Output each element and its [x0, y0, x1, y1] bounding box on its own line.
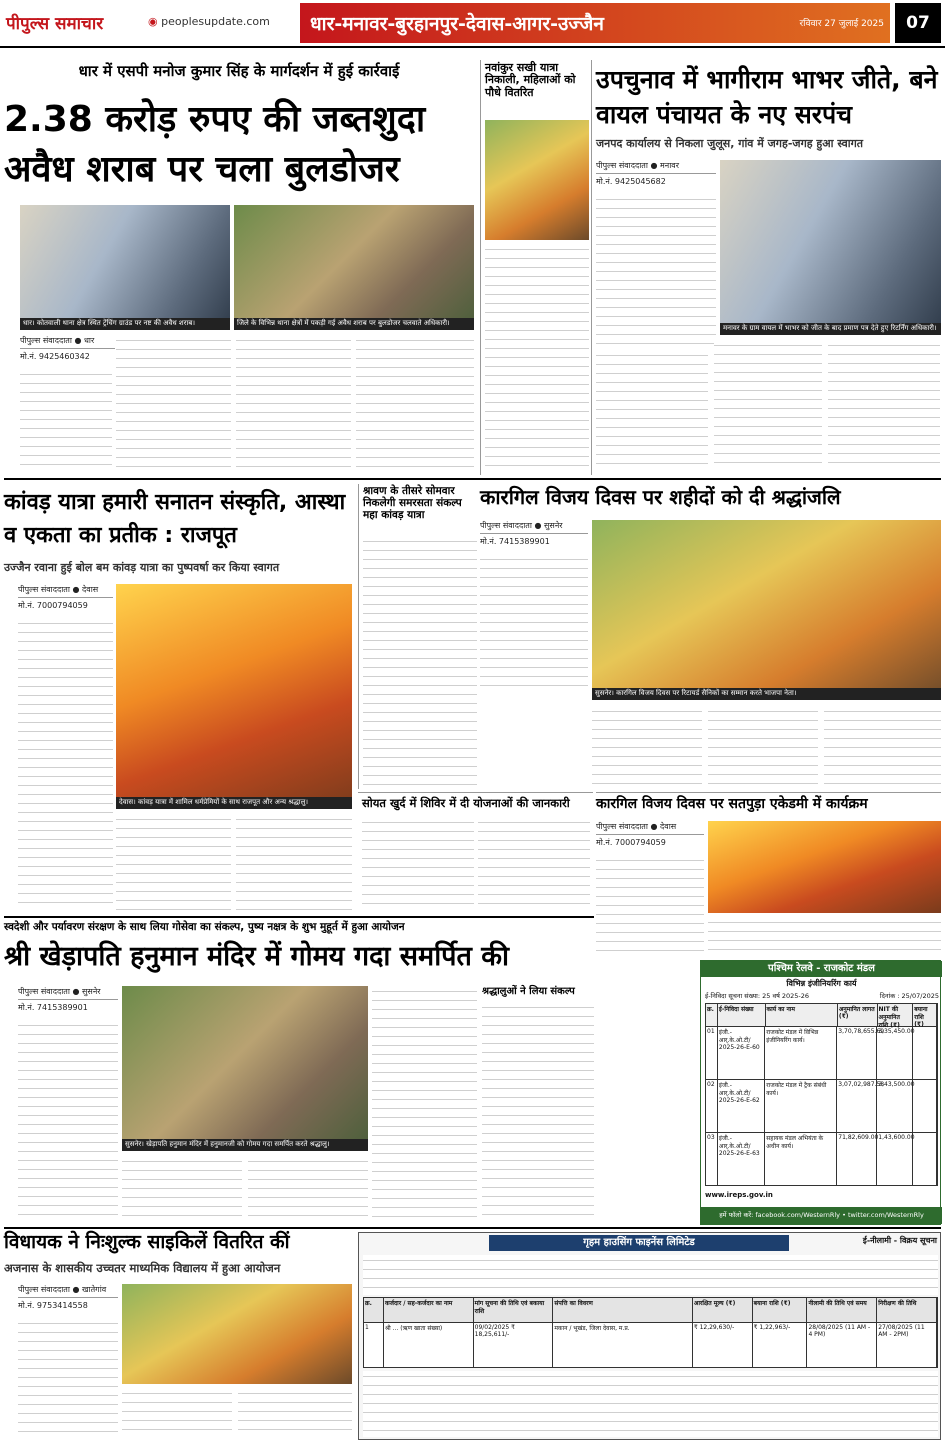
- liquor-kicker: धार में एसपी मनोज कुमार सिंह के मार्गदर्शन में हुई कार्रवाई: [78, 62, 400, 80]
- gomay-headline: श्री खेड़ापति हनुमान मंदिर में गोमय गदा समर्पित की: [4, 941, 510, 972]
- housing-notice-title: ई-नीलामी - विक्रय सूचना: [862, 1236, 937, 1245]
- sarpanch-mobile: मो.नं. 9425045682: [596, 177, 666, 186]
- kanwad-photo-caption: देवास। कांवड़ यात्रा में शामिल धर्मप्रेमियों के साथ राजपूत और अन्य श्रद्धालु।: [116, 797, 352, 809]
- railway-cell: 3,35,450.00: [877, 1027, 913, 1079]
- railway-cell: 3,70,78,655.69: [837, 1027, 877, 1079]
- railway-cell: 02: [706, 1080, 718, 1132]
- navankur-photo: [485, 120, 589, 240]
- railway-cell: 71,82,609.00: [837, 1133, 877, 1185]
- sarpanch-subhead: जनपद कार्यालय से निकला जुलूस, गांव में जगह-जगह हुआ स्वागत: [596, 137, 864, 150]
- railway-cell: 3,07,02,987.58: [837, 1080, 877, 1132]
- railway-table-row: [705, 1133, 938, 1186]
- liquor-body-col3: [236, 335, 351, 469]
- gomay-mobile: मो.नं. 7415389901: [18, 1003, 88, 1012]
- sonkhed-body-col2: [478, 817, 590, 911]
- railway-cell: [913, 1027, 937, 1079]
- sonkhed-body-col1: [362, 817, 474, 911]
- liquor-photo-2-caption: जिले के विभिन्न थाना क्षेत्रों में पकड़ी गई अवैध शराब पर बुलडोजर चलवाते अधिकारी।: [234, 318, 474, 330]
- gomay-byline: पीपुल्स संवाददाता ● सुसनेर: [18, 986, 118, 1000]
- issue-date: रविवार 27 जुलाई 2025: [799, 19, 884, 29]
- divider-2: [4, 916, 594, 918]
- kargil-body-col2: [592, 706, 702, 786]
- sonkhed-headline: सोयत खुर्द में शिविर में दी योजनाओं की जानकारी: [362, 796, 570, 810]
- kanwad-photo: [116, 584, 352, 809]
- liquor-photo-1: [20, 205, 230, 330]
- sarpanch-body-left: [596, 194, 716, 344]
- gomay-body-col1: [18, 1020, 118, 1220]
- housing-col-header: कर्जदार / सह-कर्जदार का नाम: [384, 1298, 474, 1322]
- housing-cell: श्री ... (ऋण खाता संख्या): [384, 1323, 474, 1367]
- housing-terms-text: [363, 1371, 938, 1437]
- satpuda-byline: पीपुल्स संवाददाता ● देवास: [596, 821, 704, 835]
- railway-cell: इंजी.-आर्.के.ओ.टी/ 2025-26-E-62: [718, 1080, 765, 1132]
- gomay-kicker: स्वदेशी और पर्यावरण संरक्षण के साथ लिया गोसेवा का संकल्प, पुष्य नक्षत्र के शुभ मुहूर्त में हुआ आयोजन: [4, 921, 405, 933]
- railway-website[interactable]: www.ireps.gov.in: [705, 1191, 773, 1199]
- story-navankur: [480, 60, 592, 475]
- sarpanch-byline: पीपुल्स संवाददाता ● मनावर: [596, 160, 716, 174]
- railway-cell: राजकोट मंडल में विभिन्न इंजीनियरिंग कार्य।: [765, 1027, 837, 1079]
- gomay-body-col4: [372, 986, 477, 1220]
- kanwad-body-col1: [18, 618, 113, 910]
- page-number-text: 07: [906, 13, 930, 33]
- housing-cell: ₹ 12,29,630/-: [693, 1323, 753, 1367]
- kargil-byline: पीपुल्स संवाददाता ● सुसनेर: [480, 520, 588, 534]
- housing-col-header: संपत्ति का विवरण: [553, 1298, 693, 1322]
- railway-col-header: कार्य का नाम: [766, 1004, 838, 1026]
- sarpanch-photo-caption: मनावर के ग्राम वायल में भाभर को जीत के बाद प्रमाण पत्र देते हुए रिटर्निंग अधिकारी।: [720, 323, 941, 335]
- kanwad-body-col3: [236, 814, 352, 910]
- housing-cell: 09/02/2025 ₹ 18,25,611/-: [474, 1323, 554, 1367]
- sarpanch-photo: [720, 160, 941, 335]
- liquor-mobile: मो.नं. 9425460342: [20, 352, 90, 361]
- railway-cell: 03: [706, 1133, 718, 1185]
- housing-cell: मकान / भूखंड, जिला देवास, म.प्र.: [553, 1323, 693, 1367]
- story-kargil: [480, 484, 941, 789]
- gomay-body-col3: [248, 1156, 368, 1220]
- shraddhalu-body: [482, 1002, 594, 1220]
- kargil-photo-caption: सुसनेर। कारगिल विजय दिवस पर रिटायर्ड सैनिकों का सम्मान करते भाजपा नेता।: [592, 688, 941, 700]
- housing-cell: ₹ 1,22,963/-: [753, 1323, 808, 1367]
- satpuda-photo: [708, 821, 941, 913]
- story-kanwad: [4, 484, 352, 914]
- navankur-body: [485, 244, 589, 472]
- kargil-headline: कारगिल विजय दिवस पर शहीदों को दी श्रद्धांजलि: [480, 485, 841, 509]
- liquor-body-col2: [116, 335, 231, 469]
- website-link[interactable]: [148, 15, 288, 33]
- railway-cell: राजकोट मंडल में ट्रैक संबंधी कार्य।: [765, 1080, 837, 1132]
- masthead-logo: [6, 6, 141, 42]
- section-banner: [300, 3, 890, 43]
- railway-footer: हमें फॉलो करें: facebook.com/WesternRly • twitter.com/WesternRly: [701, 1207, 942, 1224]
- shravan-body: [363, 536, 477, 786]
- kargil-mobile: मो.नं. 7415389901: [480, 537, 550, 546]
- railway-header: पश्चिम रेलवे - राजकोट मंडल: [701, 961, 942, 977]
- page-number: [895, 3, 941, 43]
- railway-cell: सहायक मंडल अभियंता के अधीन कार्य।: [765, 1133, 837, 1185]
- kanwad-headline: कांवड़ यात्रा हमारी सनातन संस्कृति, आस्था व एकता का प्रतीक : राजपूत: [4, 490, 346, 548]
- sarpanch-body-col2: [596, 350, 708, 470]
- kanwad-subhead: उज्जैन रवाना हुई बोल बम कांवड़ यात्रा का पुष्पवर्षा कर किया स्वागत: [4, 561, 280, 574]
- story-sarpanch: [596, 60, 941, 475]
- story-sonkhed: [358, 792, 593, 912]
- website-text[interactable]: peoplesupdate.com: [161, 15, 270, 28]
- liquor-body-col4: [356, 335, 474, 469]
- railway-cell: 3,43,500.00: [877, 1080, 913, 1132]
- railway-table-row: [705, 1027, 938, 1080]
- story-cycle: [4, 1230, 352, 1440]
- navankur-headline: नवांकुर सखी यात्रा निकाली, महिलाओं को पौधे वितरित: [485, 61, 576, 99]
- kanwad-byline: पीपुल्स संवाददाता ● देवास: [18, 584, 113, 598]
- railway-ref: ई-निविदा सूचना संख्या: 25 वर्ष 2025-26: [705, 992, 810, 1000]
- cycle-headline: विधायक ने निःशुल्क साइकिलें वितरित कीं: [4, 1231, 290, 1253]
- railway-col-header: बयाना राशि (₹): [913, 1004, 937, 1026]
- kargil-body-col1: [480, 554, 588, 694]
- housing-col-header: मांग सूचना की तिथि एवं बकाया राशि: [474, 1298, 554, 1322]
- logo-text: पीपुल्स समाचार: [6, 14, 104, 34]
- shraddhalu-headline: श्रद्धालुओं ने लिया संकल्प: [482, 986, 575, 997]
- cycle-subhead: अजनास के शासकीय उच्चतर माध्यमिक विद्यालय में हुआ आयोजन: [4, 1261, 281, 1275]
- railway-table-row: [705, 1080, 938, 1133]
- railway-table-header: [705, 1003, 938, 1027]
- sarpanch-body-col4: [828, 340, 940, 470]
- cycle-photo: [122, 1284, 352, 1384]
- liquor-photo-2: [234, 205, 474, 330]
- shravan-headline: श्रावण के तीसरे सोमवार निकलेगी समरसता संकल्प महा कांवड़ यात्रा: [363, 485, 462, 521]
- housing-col-header: बयाना राशि (₹): [753, 1298, 808, 1322]
- liquor-photo-1-caption: धार। कोतवाली थाना क्षेत्र स्थित ट्रेंचिंग ग्राउंड पर नष्ट की अवैध शराब।: [20, 318, 230, 330]
- ad-housing: [358, 1232, 941, 1440]
- gomay-photo-caption: सुसनेर। खेड़ापति हनुमान मंदिर में हनुमानजी को गोमय गदा समर्पित करते श्रद्धालु।: [122, 1139, 368, 1151]
- divider-3: [4, 1227, 941, 1229]
- railway-cell: [913, 1133, 937, 1185]
- housing-table-row: [363, 1323, 938, 1368]
- masthead: [0, 0, 945, 48]
- story-satpuda: [596, 792, 941, 957]
- cycle-mobile: मो.नं. 9753414558: [18, 1301, 88, 1310]
- railway-cell: इंजी.-आर्.के.ओ.टी/ 2025-26-E-60: [718, 1027, 765, 1079]
- story-shravan: [358, 484, 476, 789]
- satpuda-headline: कारगिल विजय दिवस पर सतपुड़ा एकेडमी में कार्यक्रम: [596, 796, 868, 812]
- railway-col-header: क्र.: [706, 1004, 718, 1026]
- kargil-photo: [592, 520, 941, 700]
- railway-col-header: ई-निविदा संख्या: [718, 1004, 766, 1026]
- section-title: धार-मनावर-बुरहानपुर-देवास-आगर-उज्जैन: [310, 13, 604, 35]
- ad-railway: [700, 960, 941, 1225]
- housing-cell: 27/08/2025 (11 AM - 2PM): [877, 1323, 937, 1367]
- liquor-headline: 2.38 करोड़ रुपए की जब्तशुदा अवैध शराब पर चला बुलडोजर: [4, 99, 426, 190]
- globe-icon: ◉: [148, 15, 162, 28]
- housing-col-header: निरीक्षण की तिथि: [877, 1298, 937, 1322]
- railway-cell: [913, 1080, 937, 1132]
- railway-col-header: NIT की अनुमानित राशि (₹): [878, 1004, 914, 1026]
- satpuda-body-col1: [596, 855, 704, 955]
- gomay-body-col2: [122, 1156, 242, 1220]
- satpuda-body-col2: [708, 917, 941, 955]
- housing-col-header: आरक्षित मूल्य (₹): [693, 1298, 753, 1322]
- housing-table-header: [363, 1297, 938, 1323]
- housing-intro-text: [363, 1255, 938, 1295]
- cycle-byline: पीपुल्स संवाददाता ● खातेगांव: [18, 1284, 118, 1298]
- satpuda-mobile: मो.नं. 7000794059: [596, 838, 666, 847]
- housing-cell: 28/08/2025 (11 AM - 4 PM): [807, 1323, 877, 1367]
- railway-table-body: [705, 1027, 938, 1186]
- railway-cell: 1,43,600.00: [877, 1133, 913, 1185]
- gomay-photo: [122, 986, 368, 1151]
- railway-cell: इंजी.-आर्.के.ओ.टी/ 2025-26-E-63: [718, 1133, 765, 1185]
- railway-cell: 01: [706, 1027, 718, 1079]
- kargil-body-col3: [708, 706, 818, 786]
- kanwad-mobile: मो.नं. 7000794059: [18, 601, 88, 610]
- divider-1: [4, 478, 941, 480]
- housing-table: [363, 1297, 938, 1367]
- railway-subheader: विभिन्न इंजीनियरिंग कार्य: [786, 979, 857, 988]
- kanwad-body-col2: [116, 814, 231, 910]
- cycle-body-col1: [18, 1318, 118, 1436]
- kargil-body-col4: [824, 706, 941, 786]
- railway-date: दिनांक : 25/07/2025: [879, 992, 939, 1000]
- sarpanch-body-col3: [714, 340, 822, 470]
- cycle-body-col2: [122, 1388, 232, 1436]
- sarpanch-headline: उपचुनाव में भागीराम भाभर जीते, बने वायल पंचायत के नए सरपंच: [596, 65, 938, 129]
- liquor-body-col1: [20, 369, 112, 469]
- housing-cell: 1: [364, 1323, 384, 1367]
- railway-table: [705, 1003, 938, 1188]
- story-gomay: [4, 920, 594, 1225]
- housing-col-header: क्र.: [364, 1298, 384, 1322]
- story-liquor: [4, 55, 474, 475]
- housing-company: गृहम हाउसिंग फाइनेंस लिमिटेड: [489, 1235, 789, 1251]
- housing-col-header: नीलामी की तिथि एवं समय: [807, 1298, 877, 1322]
- liquor-byline: पीपुल्स संवाददाता ● धार: [20, 335, 115, 349]
- railway-col-header: अनुमानित लागत (₹): [838, 1004, 878, 1026]
- cycle-body-col3: [238, 1388, 352, 1436]
